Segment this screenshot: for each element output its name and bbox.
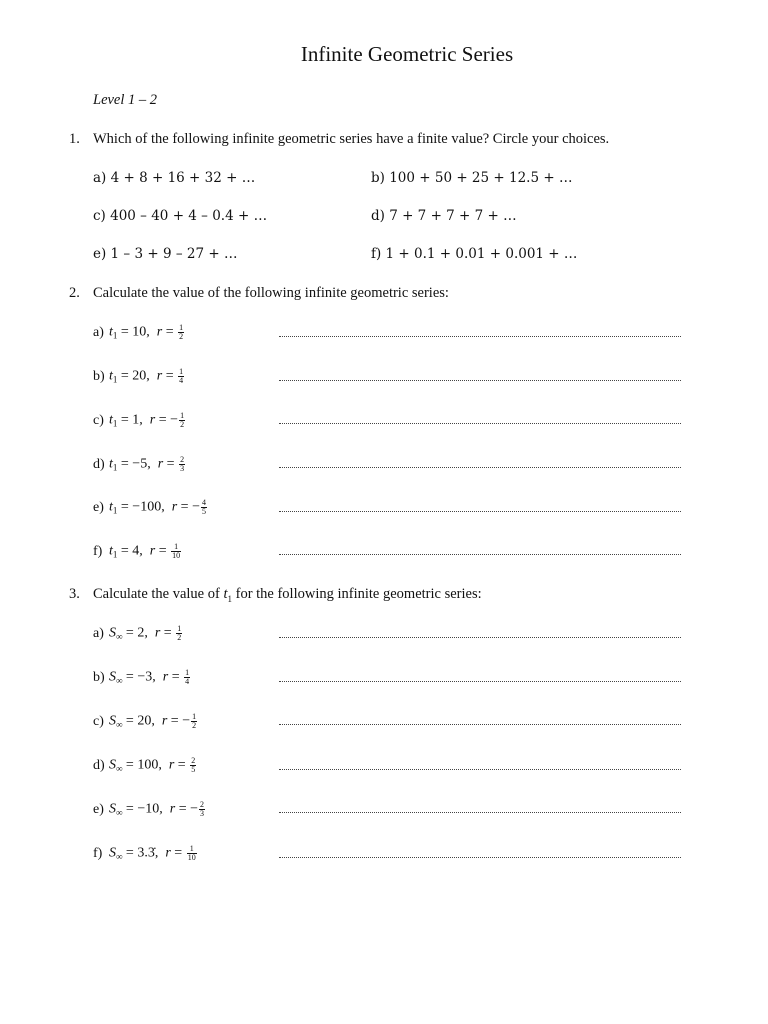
question-1-number: 1. — [69, 131, 80, 147]
q3-item-e: e) $S_\infty = -10$, r = − $\frac{2}{3}$ — [93, 800, 204, 818]
q3-answer-line-d[interactable] — [279, 769, 681, 770]
q3-answer-line-f[interactable] — [279, 857, 681, 858]
q2-answer-line-e[interactable] — [279, 511, 681, 512]
question-1-text: Which of the following infinite geometric series have a finite value? Circle your choices. — [93, 131, 610, 147]
q2-item-e: e) $t_1 = -100$, r = − $\frac{4}{5}$ — [93, 498, 206, 516]
question-3-number: 3. — [69, 586, 80, 602]
question-3-text: Calculate the value of $t_1$ for the following infinite geometric series: — [93, 586, 482, 604]
q2-answer-line-a[interactable] — [279, 336, 681, 337]
q3-answer-line-b[interactable] — [279, 681, 681, 682]
question-2-text: Calculate the value of the following infinite geometric series: — [93, 285, 449, 301]
q3-item-d: d) $S_\infty = 100$, r = $\frac{2}{5}$ — [93, 756, 196, 774]
q3-item-b: b) $S_\infty = -3$, r = $\frac{1}{4}$ — [93, 668, 190, 686]
q3-answer-line-e[interactable] — [279, 812, 681, 813]
q3-item-c: c) $S_\infty = 20$, r = − $\frac{1}{2}$ — [93, 712, 197, 730]
level-label: Level 1 – 2 — [93, 92, 158, 108]
q2-answer-line-d[interactable] — [279, 467, 681, 468]
q2-answer-line-f[interactable] — [279, 554, 681, 555]
q2-answer-line-b[interactable] — [279, 380, 681, 381]
q2-answer-line-c[interactable] — [279, 423, 681, 424]
q3-item-f: f) $S_\infty$ = 3.3̇, r = $\frac{1}{10}$ — [93, 844, 196, 862]
q2-item-a: a) $t_1 = 10$, r = $\frac{1}{2}$ — [93, 323, 184, 341]
q3-answer-line-a[interactable] — [279, 637, 681, 638]
q2-item-d: d) $t_1 = -5$, r = $\frac{2}{3}$ — [93, 455, 185, 473]
q2-item-f: f) $t_1 = 4$, r = $\frac{1}{10}$ — [93, 542, 181, 560]
q1-option-a[interactable]: a) 4 + 8 + 16 + 32 + … — [93, 170, 256, 186]
q1-option-d[interactable]: d) 7 + 7 + 7 + 7 + … — [371, 208, 517, 224]
q3-item-a: a) $S_\infty = 2$, r = $\frac{1}{2}$ — [93, 624, 182, 642]
page-title: Infinite Geometric Series — [300, 42, 514, 66]
q3-answer-line-c[interactable] — [279, 724, 681, 725]
q1-option-f[interactable]: f) 1 + 0.1 + 0.01 + 0.001 + … — [371, 246, 578, 262]
q1-option-b[interactable]: b) 100 + 50 + 25 + 12.5 + … — [371, 170, 573, 186]
q1-option-e[interactable]: e) 1 – 3 + 9 – 27 + … — [93, 246, 238, 262]
q1-option-c[interactable]: c) 400 – 40 + 4 – 0.4 + … — [93, 208, 268, 224]
q2-item-c: c) $t_1 = 1$, r = − $\frac{1}{2}$ — [93, 411, 185, 429]
question-2-number: 2. — [69, 285, 80, 301]
q2-item-b: b) $t_1 = 20$, r = $\frac{1}{4}$ — [93, 367, 184, 385]
